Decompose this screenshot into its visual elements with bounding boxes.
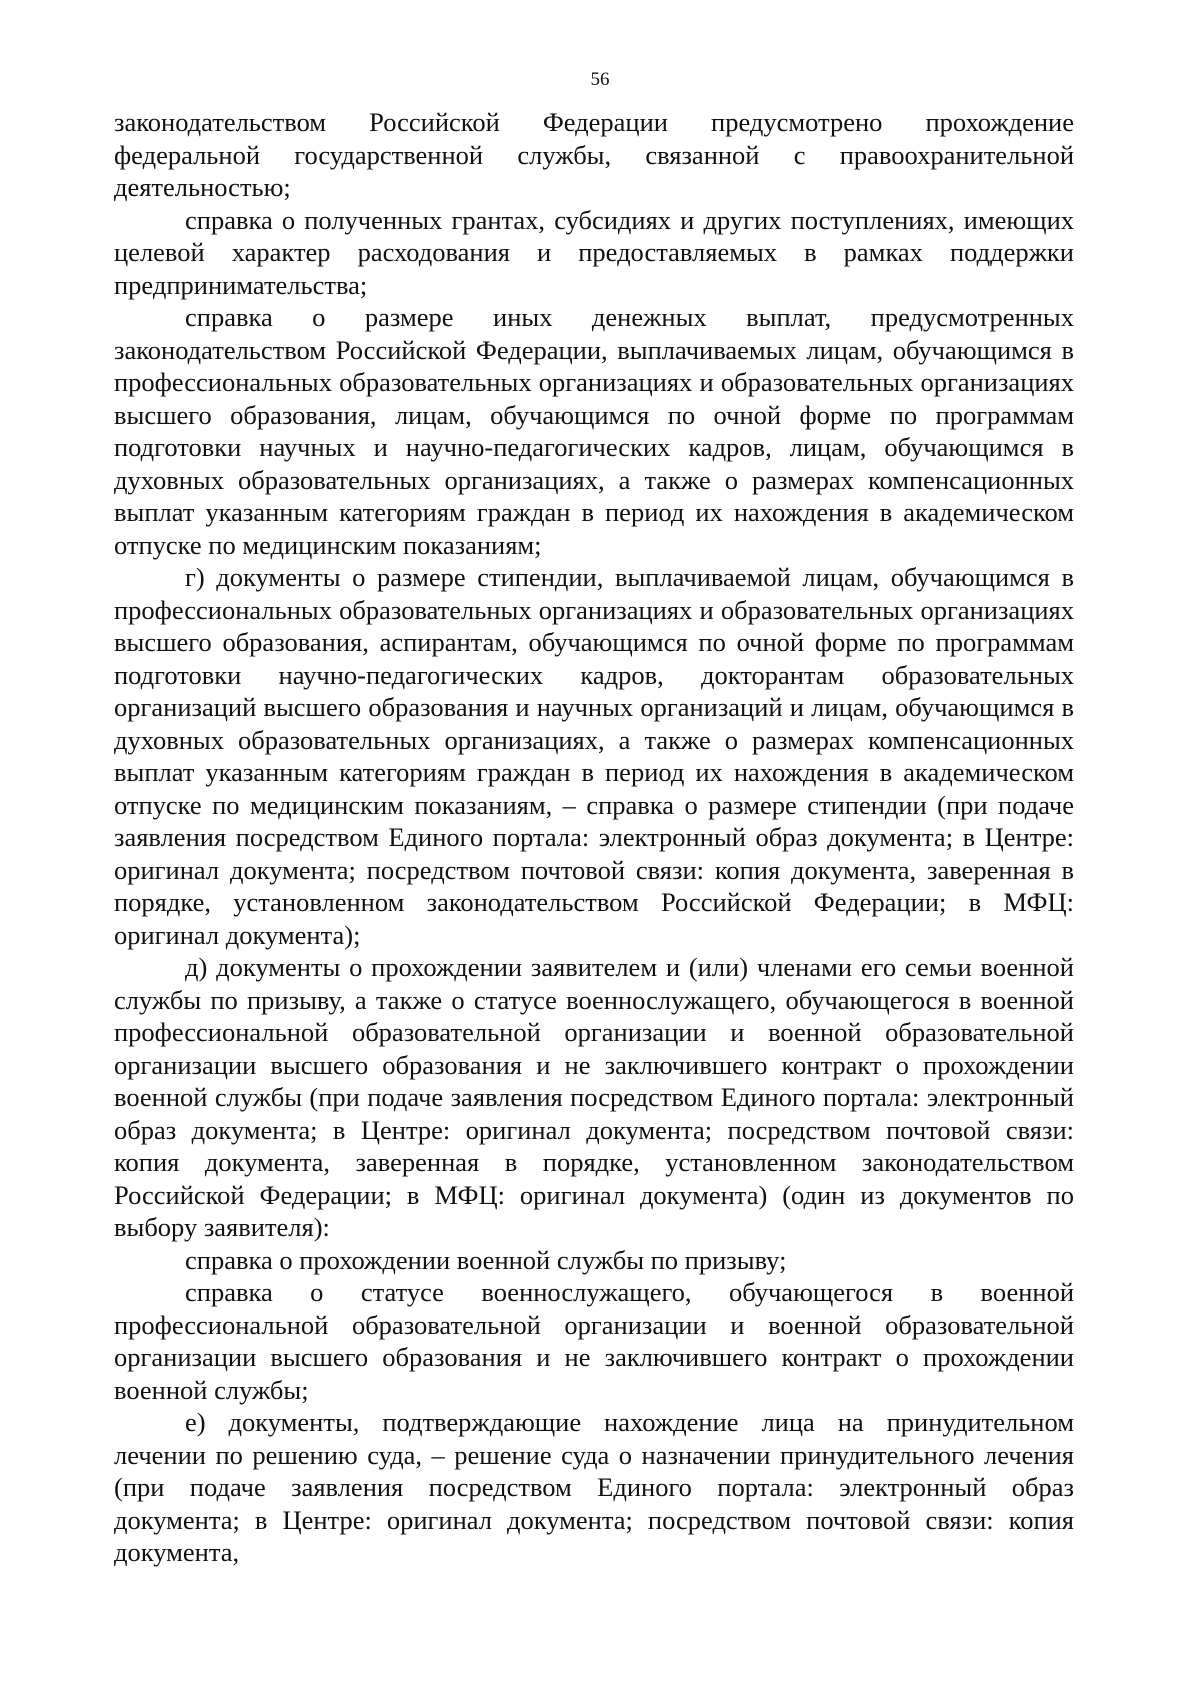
page-number: 56 xyxy=(590,69,610,90)
paragraph-other-payments-certificate: справка о размере иных денежных выплат, предусмотренных законодательством Российской Федерации, выплачиваемых лицам, обучающимся в профессиональных образовательных организациях и образовательных организациях высшего образования, лицам, обучающимся по очной форме по программам подготовки научных и научно-педагогических кадров, лицам, обучающимся в духовных образовательных организациях, а также о размерах компенсационных выплат указанным категориям граждан в период их нахождения в академическом отпуске по медицинским показаниям; xyxy=(114,302,1074,560)
paragraph-grants-certificate: справка о полученных грантах, субсидиях и других поступлениях, имеющих целевой характер расходования и предоставляемых в рамках поддержки предпринимательства; xyxy=(114,204,1074,300)
paragraph-serviceman-status-certificate: справка о статусе военнослужащего, обучающегося в военной профессиональной образовательной организации и военной образовательной организации высшего образования и не заключившего контракт о прохождении военной службы; xyxy=(114,1277,1074,1405)
paragraph-item-d-military-service: д) документы о прохождении заявителем и (или) членами его семьи военной службы по призыву, а также о статусе военнослужащего, обучающегося в военной профессиональной образовательной организации и военной образовательной организации высшего образования и не заключившего контракт о прохождении военной службы (при подаче заявления посредством Единого портала: электронный образ документа; в Центре: оригинал документа; посредством почтовой связи: копия документа, заверенная в порядке, установленном законодательством Российской Федерации; в МФЦ: оригинал документа) (один из документов по выбору заявителя): xyxy=(114,952,1074,1242)
paragraph-conscription-certificate: справка о прохождении военной службы по призыву; xyxy=(185,1244,787,1275)
document-body xyxy=(114,106,1074,1569)
paragraph-continuation: законодательством Российской Федерации предусмотрено прохождение федеральной государственной службы, связанной с правоохранительной деятельностью; xyxy=(114,107,1074,202)
paragraph-item-g-scholarship: г) документы о размере стипендии, выплачиваемой лицам, обучающимся в профессиональных образовательных организациях и образовательных организациях высшего образования, аспирантам, обучающимся по очной форме по программам подготовки научно-педагогических кадров, докторантам образовательных организаций высшего образования и научных организаций и лицам, обучающимся в духовных образовательных организациях, а также о размерах компенсационных выплат указанным категориям граждан в период их нахождения в академическом отпуске по медицинским показаниям, – справка о размере стипендии (при подаче заявления посредством Единого портала: электронный образ документа; в Центре: оригинал документа; посредством почтовой связи: копия документа, заверенная в порядке, установленном законодательством Российской Федерации; в МФЦ: оригинал документа); xyxy=(114,562,1074,950)
paragraph-item-e-compulsory-treatment: е) документы, подтверждающие нахождение лица на принудительном лечении по решению суда, – решение суда о назначении принудительного лечения (при подаче заявления посредством Единого портала: электронный образ документа; в Центре: оригинал документа; посредством почтовой связи: копия документа, xyxy=(114,1407,1074,1567)
